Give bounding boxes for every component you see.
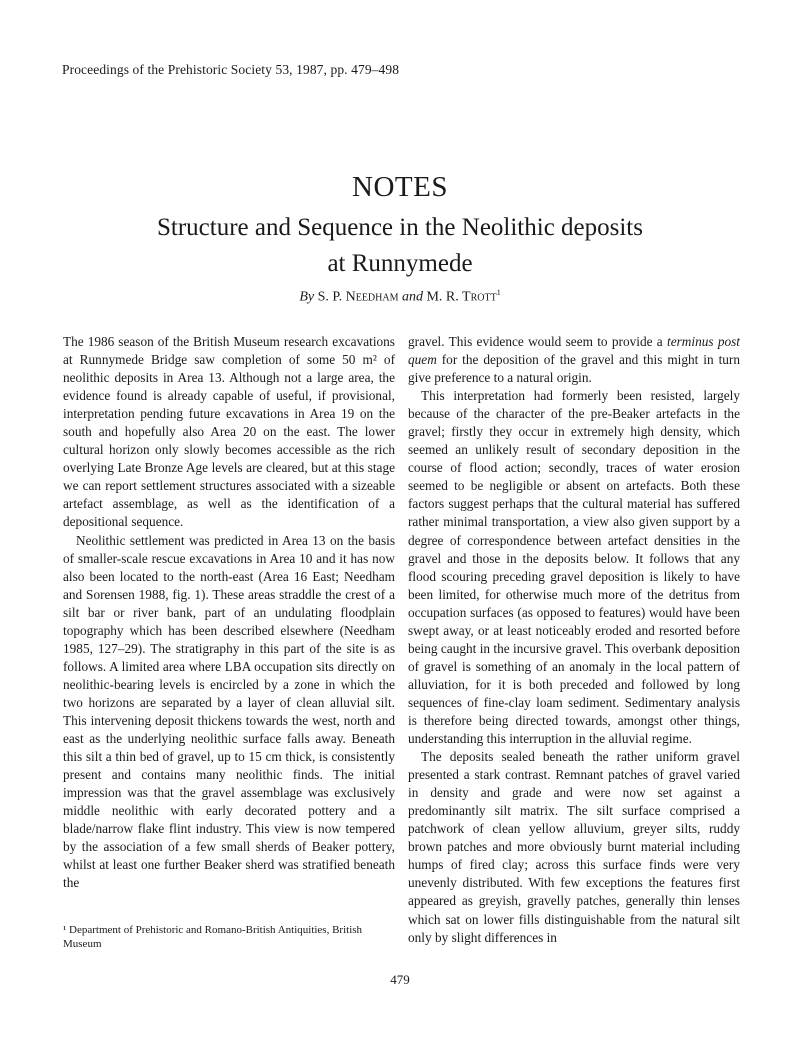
footnote: ¹ Department of Prehistoric and Romano-British Antiquities, British Museum [63,924,363,950]
section-title: NOTES [352,171,448,203]
right-column [408,333,740,947]
right-paragraph-1-b: for the deposition of the gravel and this might in turn give preference to a natural origin. [408,352,740,386]
title-block [0,170,800,282]
left-column [63,333,395,892]
right-paragraph-1-italic: terminus post quem [408,334,741,368]
right-paragraph-3: The deposits sealed beneath the rather uniform gravel presented a stark contrast. Remnant patches of gravel varied in density and grade and were now set against a predominantly silt matrix. The silt surface comprised a patchwork of clean yellow alluvium, greyer silts, ruddy brown patches and more obviously burnt material including humps of fired clay; across this surface finds were very unevenly distributed. With few exceptions the features first appeared as greyish, gravelly patches, generally thin lenses which sat on lower fills distinguishable from the natural silt only by slight differences in [408,749,740,945]
running-head: Proceedings of the Prehistoric Society 53, 1987, pp. 479–498 [62,62,400,77]
footnote-marker: 1 [496,288,501,297]
left-paragraph-2: Neolithic settlement was predicted in Area 13 on the basis of smaller-scale rescue excavations in Area 10 and it has now also been located to the north-east (Area 16 East; Needham and Sorensen 1988, fig. 1). These areas straddle the crest of a silt bar or river bank, part of an undulating floodplain topography which has been described elsewhere (Needham 1985, 127–29). The stratigraphy in this part of the site is as follows. A limited area where LBA occupation sits directly on neolithic-bearing levels is encircled by a zone in which the two horizons are separated by a layer of clean alluvial silt. This intervening deposit thickens towards the west, north and east as the underlying neolithic surface falls away. Beneath this silt a thin bed of gravel, up to 15 cm thick, is consistently present and contains many neolithic finds. The initial impression was that the gravel assemblage was exclusively middle neolithic with early decorated pottery and a blade/narrow flake flint industry. This view is now tempered by the association of a few small sherds of Beaker pottery, whilst at least one further Beaker sherd was stratified beneath the [63,532,395,891]
author-2: M. R. Trott [426,289,497,305]
left-paragraph-1: The 1986 season of the British Museum research excavations at Runnymede Bridge saw completion of some 50 m² of neolithic deposits in Area 13. Although not a large area, the evidence found is already capable of useful, if provisional, interpretation pending future excavations in Area 19 on the south and hopefully also Area 20 on the east. The lower cultural horizon only slowly becomes accessible as the rich overlying Late Bronze Age levels are cleared, but at this stage we can report settlement structures associated with a sizeable artefact assemblage, as well as the identification of a depositional sequence. [63,334,395,530]
page-number: 479 [390,972,410,987]
byline [0,288,800,306]
byline-and: and [401,289,423,305]
article-title-line-2: at Runnymede [327,250,473,277]
article-title [0,210,800,282]
right-paragraph-1-a: gravel. This evidence would seem to provide a [408,334,667,349]
right-paragraph-1 [408,333,740,387]
article-title-line-1: Structure and Sequence in the Neolithic deposits [157,214,643,241]
right-paragraph-2: This interpretation had formerly been resisted, largely because of the character of the pre-Beaker artefacts in the gravel; firstly they occur in extremely high density, which seemed an unlikely result of secondary deposition in the course of flood action; secondly, traces of water erosion seemed to be negligible or absent on artefacts. Both these factors suggest perhaps that the cultural material has suffered rather minimal transportation, a view also given support by a degree of correspondence between artefact densities in the gravel and those in the deposits below. It follows that any flood scouring preceding gravel deposition is likely to have been limited, for otherwise much more of the detritus from occupation surfaces (as opposed to features) would have been swept away, or at least noticeably eroded and resorted before being caught in the incursive gravel. This overbank deposition of gravel is something of an anomaly in the local pattern of alluviation, for it is both preceded and followed by long sequences of fine-clay loam sediment. Sedimentary analysis is therefore being directed towards, amongst other things, understanding this interruption in the alluvial regime. [408,388,740,747]
author-1: S. P. Needham [317,289,399,305]
byline-by: By [299,289,315,305]
